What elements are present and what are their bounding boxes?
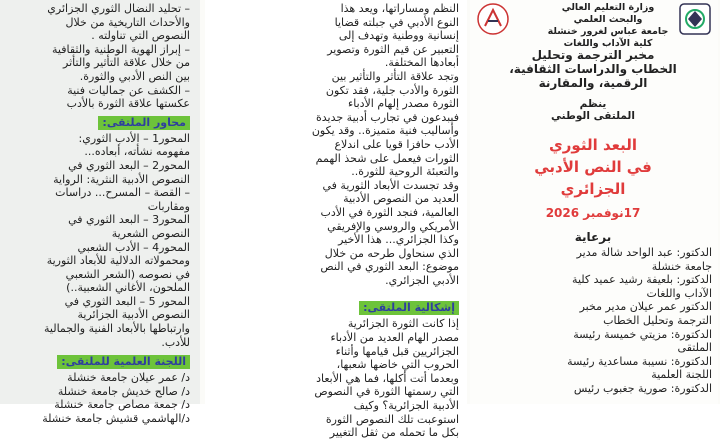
middle-column [205,0,467,440]
patronage-heading: برعاية [574,230,612,244]
text-line: – إبراز الهوية الوطنية والثقافية [52,42,190,56]
text-line: النصوص الأدبية الجزائرية [77,308,190,322]
text-line: استوعبت تلك النصوص الثورة [325,412,459,426]
text-line: وقد تجسدت الأبعاد الثورية في [322,178,459,192]
text-line: إذا كانت الثورة الجزائرية [347,317,459,331]
text-line: المحور3 – البعد الثوري في [68,213,190,227]
list-item: الآداب واللغات [646,286,712,300]
lab-line: الخطاب والدراسات الثقافية، [509,62,677,76]
text-line: – القصة – المسرح... دراسات [55,186,190,200]
right-column [470,0,718,404]
lab-line: مخبر الترجمة وتحليل [531,48,655,62]
text-line: العديد من النصوص الأدبية [343,192,459,206]
list-item: جامعة خنشلة [651,259,712,273]
patronage-list [474,246,712,396]
text-line: بين النص الأدبي والثورة. [79,69,190,83]
text-line: النصوص الشعرية [111,226,190,240]
title-line: في النص الأدبي [534,158,652,176]
title-line: الجزائري [560,180,626,198]
list-item: الترجمة وتحليل الخطاب [603,313,712,327]
text-line: – الكشف عن جماليات فنية [67,83,190,97]
list-item: الدكتورة: صورية جغبوب رئيس [573,381,712,395]
text-line: الحروب التي خاضها شعبها، [336,358,459,372]
text-line: الثورة مصدر إلهام الأدباء [348,97,459,111]
list-item: د/الهاشمي قشيش جامعة خنشلة [42,412,190,426]
list-item: الدكتور: بلعيفة رشيد عميد كلية [572,273,712,287]
list-item: اللجنة العلمية [651,368,712,382]
text-line: الأدبية الجزائرية؟ وكيف [353,399,459,413]
conference-date: 17نوفمبر 2026 [545,206,641,220]
text-line: من خلال علاقة التأثير والتأثر [63,56,190,70]
text-line: المحور4 – الأدب الشعبي [77,240,190,254]
list-item: الدكتورة: نسيبة مساعدية رئيسة [567,354,712,368]
text-line: في نصوصه (الشعر الشعبي [65,267,190,281]
text-line: مفهومه نشأته، أبعاده... [84,145,190,159]
text-line: والتعبئة الروحية للثورة.. [351,165,459,179]
text-line: ومحمولاته الدلالية للأبعاد الثورية [46,254,190,268]
text-line: ومقاربات [147,199,190,213]
conference-label: الملتقى الوطني [551,110,635,122]
list-item: د/ عمر عيلان جامعة خنشلة [67,371,190,385]
conference-title [474,134,712,200]
list-item: د/ جمعة مصاص جامعة خنشلة [54,398,190,412]
text-line: وبعدما أتت أكلها، فما هي الأبعاد [316,371,459,385]
lab-logo-icon [476,2,510,36]
list-item: الملتقى [677,341,712,355]
text-line: الثورات فيعمل على شحذ الهمم [315,151,459,165]
lab-line: الرقمية، والمقارنة [538,76,648,90]
problem-heading: إشكالية الملتقى: [359,301,459,315]
text-line: – تحليد النضال الثوري الجزائري [47,2,190,15]
list-item: الدكتور عمر عيلان مدير مخبر [579,300,712,314]
text-line: وتجد علاقة التأثر والتأثير بين [331,69,459,83]
text-line: الذي سنحاول طرحه من خلال [324,246,459,260]
text-line: عكستها علاقة الثورة بالأدب [66,97,190,111]
text-line: أبعادها المختلفة. [384,56,459,70]
text-line: الثورة والأدب جلية، فقد تكون [325,83,459,97]
ministry-line: جامعة عباس لغرور خنشلة [547,26,669,37]
text-line: وارتباطها بالأبعاد الفنية والجمالية [44,322,190,336]
organizes-label: ينظم [579,98,607,110]
header-block [474,2,712,49]
list-item: الدكتورة: مزيتي خميسة رئيسة [573,327,712,341]
text-line: للأدب. [161,335,190,349]
text-line: النصوص التي تناولته . [91,29,190,43]
text-line: فيبدعون في تجارب أدبية جديدة [316,110,459,124]
axes-text [4,132,190,350]
text-line: النظم ومساراتها، ويعد هذا [340,2,459,15]
text-line: والأحداث التاريخية من خلال [65,15,190,29]
text-line: موضوع: البعد الثوري في النص [320,260,459,274]
text-line: الأدبي الجزائري. [385,273,459,287]
intro-text [4,2,190,111]
text-line: المحور1 – الأدب الثوري: [78,131,190,145]
text-line: بكل ما تحمله من ثقل التغيير [329,426,459,440]
text-line: وأساليب فنية متميزة.. وقد يكون [311,124,459,138]
text-line: إنسانية ووطنية وتهدف إلى [338,29,459,43]
text-line: مصدر الهام العديد من الأدباء [330,331,459,345]
text-line: الأدب حافزا قويا على اندلاع [334,137,459,151]
lab-logo [476,2,510,36]
text-line: الأمريكي والروسي والإفريقي [327,219,459,233]
committee-heading: اللجنة العلمية للملتقى: [57,355,190,369]
text-line: التي رسمتها الثورة في النصوص [314,385,459,399]
left-column [0,0,200,426]
list-item: الدكتور: عبد الواحد شالة مدير [576,246,712,259]
text-line: النوع الأدبي في جبلته قضايا [334,15,459,29]
axes-heading: محاور الملتقى: [98,116,190,130]
text-line: النصوص الأدبية النثرية: الرواية [53,172,190,186]
ministry-text [544,2,672,50]
text-line: وكذا الجزائري... هذا الأخير [338,233,459,247]
text-line: المحور2 – البعد الثوري في [68,158,190,172]
ministry-line: وزارة التعليم العالي والبحث العلمي [561,2,655,25]
text-line: العالمية، فنجد الثورة في الأدب [320,205,459,219]
ministry-line: كلية الآداب واللغات [563,38,653,49]
list-item: د/ صالح خديش جامعة خنشلة [57,384,190,398]
text-line: التعبير عن قيم الثورة وتصوير [327,42,459,56]
text-line: الملحون، الأغاني الشعبية..) [66,281,190,295]
text-line: الجزائريين قبل قيامها وأثناء [335,344,459,358]
university-logo-icon [678,2,712,36]
committee-list [4,371,190,425]
university-logo [678,2,712,36]
text-line: المحور 5 – البعد الثوري في [64,294,190,308]
lab-name [474,48,712,90]
title-line: البعد الثوري [549,136,637,154]
context-text [211,2,459,287]
problem-text [211,317,459,439]
